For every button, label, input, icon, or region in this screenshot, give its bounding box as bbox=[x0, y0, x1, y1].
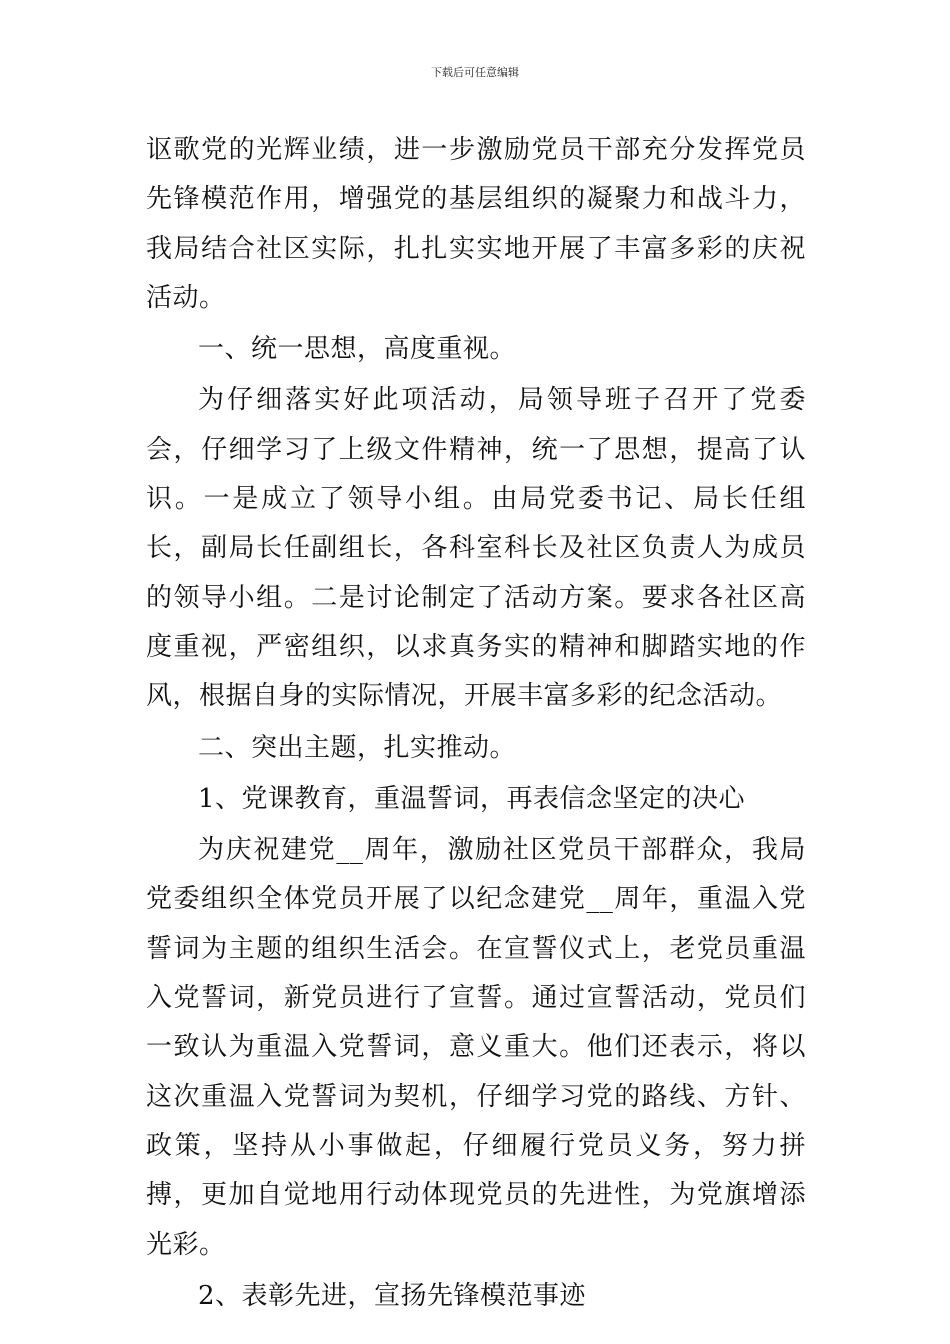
paragraph-subsection-1: 为庆祝建党__周年，激励社区党员干部群众，我局党委组织全体党员开展了以纪念建党__周年，重温入党誓词为主题的组织生活会。在宣誓仪式上，老党员重温入党誓词，新党员进行了宣誓。通过宣誓活动，党员们一致认为重温入党誓词，意义重大。他们还表示，将以这次重温入党誓词为契机，仔细学习党的路线、方针、政策，坚持从小事做起，仔细履行党员义务，努力拼搏，更加自觉地用行动体现党员的先进性，为党旗增添光彩。 bbox=[146, 835, 806, 1260]
subsection-heading-1: 1、党课教育，重温誓词，再表信念坚定的决心 bbox=[198, 783, 746, 814]
section-heading-1: 一、统一思想，高度重视。 bbox=[198, 334, 517, 365]
section-heading-2: 二、突出主题，扎实推动。 bbox=[198, 732, 517, 763]
paragraph-section-1: 为仔细落实好此项活动，局领导班子召开了党委会，仔细学习了上级文件精神，统一了思想，提高了认识。一是成立了领导小组。由局党委书记、局长任组长，副局长任副组长，各科室科长及社区负责人为成员的领导小组。二是讨论制定了活动方案。要求各社区高度重视，严密组织，以求真务实的精神和脚踏实地的作风，根据自身的实际情况，开展丰富多彩的纪念活动。 bbox=[146, 385, 806, 712]
subsection-heading-2: 2、表彰先进，宣扬先锋模范事迹 bbox=[198, 1280, 587, 1311]
paragraph-intro-continued: 讴歌党的光辉业绩，进一步激励党员干部充分发挥党员先锋模范作用，增强党的基层组织的凝聚力和战斗力，我局结合社区实际，扎扎实实地开展了丰富多彩的庆祝活动。 bbox=[146, 135, 806, 313]
document-body bbox=[146, 126, 806, 1323]
page-header: 下载后可任意编辑 bbox=[431, 66, 519, 79]
